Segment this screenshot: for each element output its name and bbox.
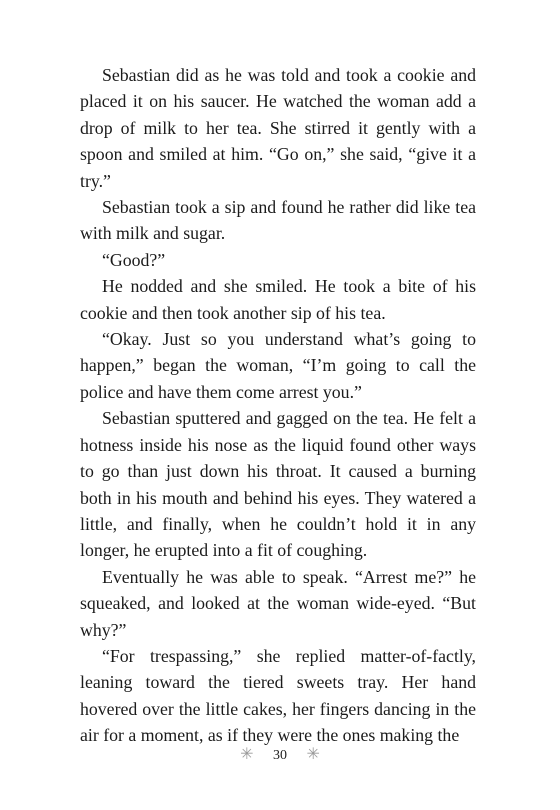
page-number: 30: [273, 748, 287, 763]
paragraph: “Okay. Just so you understand what’s going to happen,” began the woman, “I’m going to call the police and have them come arrest you.”: [80, 329, 476, 402]
paragraph: Sebastian did as he was told and took a cookie and placed it on his saucer. He watched the woman add a drop of milk to her tea. She stirred it gently with a spoon and smiled at him. “Go on,” she said, “give it a try.”: [80, 65, 476, 191]
star-ornament-icon: ✳: [306, 746, 320, 763]
page-footer: [0, 744, 560, 764]
star-ornament-icon: ✳: [240, 746, 254, 763]
paragraph: Sebastian sputtered and gagged on the tea. He felt a hotness inside his nose as the liquid found other ways to go than just down his throat. It caused a burning both in his mouth and behind his eyes. They watered a little, and finally, when he couldn’t hold it in any longer, he erupted into a fit of coughing.: [80, 408, 476, 561]
body-text: [80, 62, 476, 749]
paragraph: Sebastian took a sip and found he rather did like tea with milk and sugar.: [80, 197, 476, 244]
paragraph: “Good?”: [102, 249, 166, 270]
paragraph: He nodded and she smiled. He took a bite of his cookie and then took another sip of his tea.: [80, 276, 476, 323]
paragraph: “For trespassing,” she replied matter-of-factly, leaning toward the tiered sweets tray. Her hand hovered over the little cakes, her fingers dancing in the air for a moment, as if they were the ones making the: [80, 645, 476, 746]
paragraph: Eventually he was able to speak. “Arrest me?” he squeaked, and looked at the woman wide-eyed. “But why?”: [80, 566, 476, 640]
